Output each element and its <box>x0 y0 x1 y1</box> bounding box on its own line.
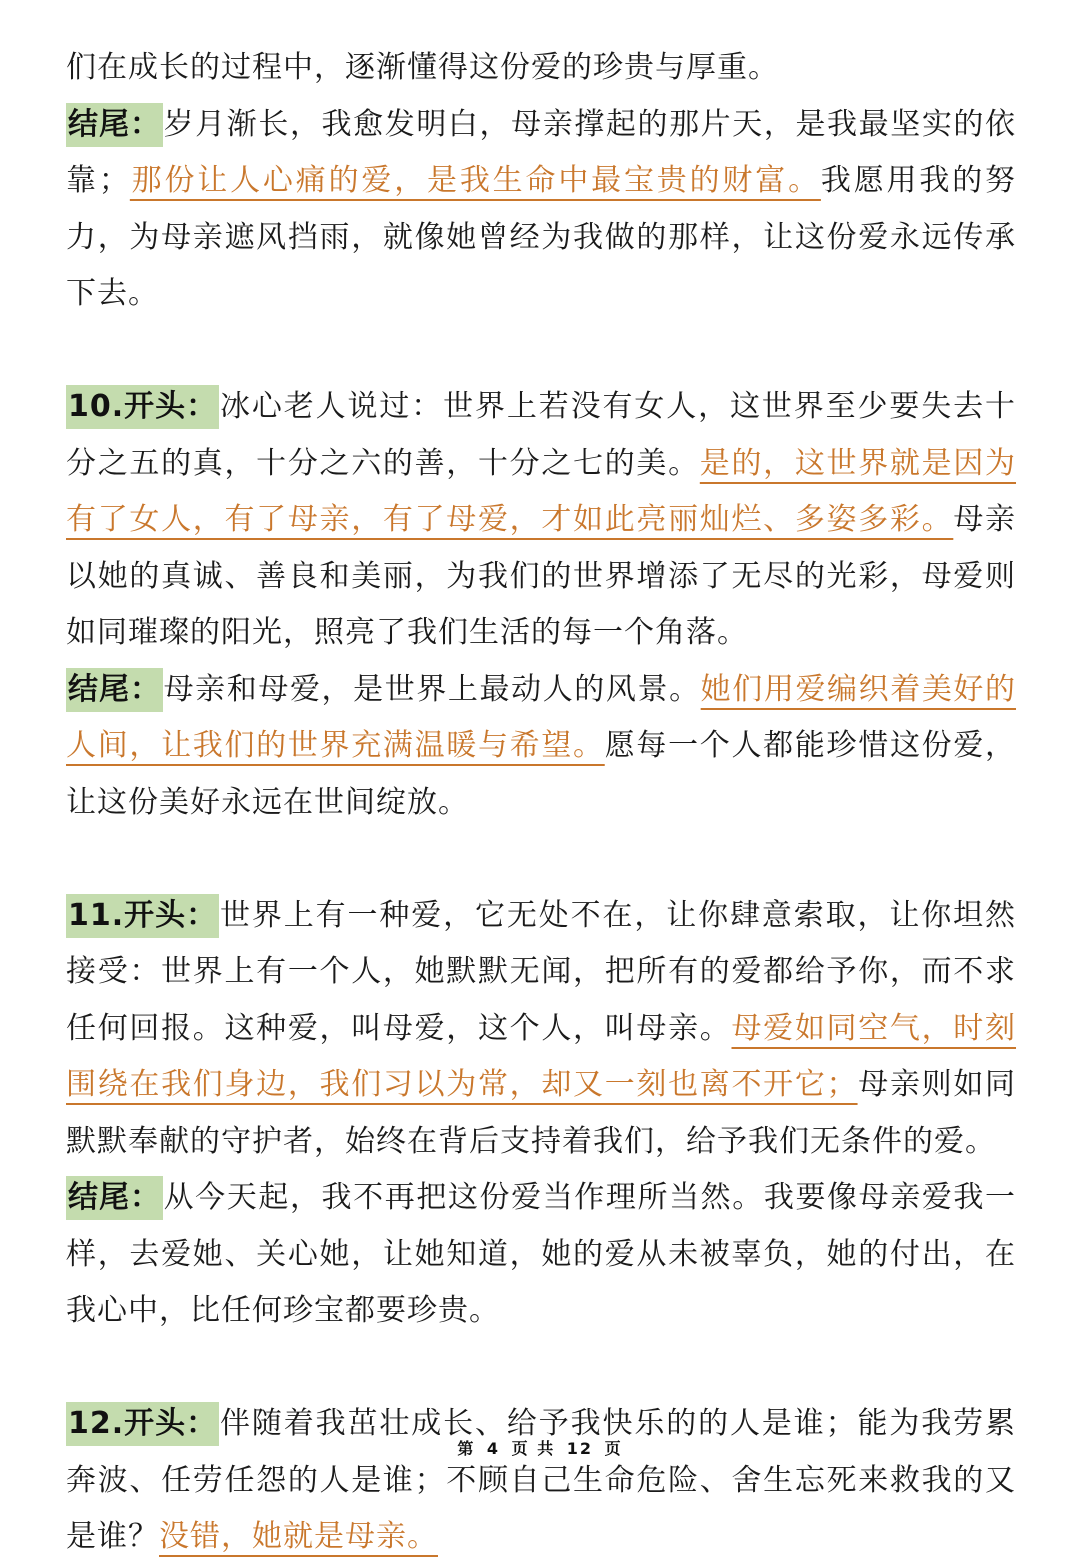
body-text: 母亲和母爱，是世界上最动人的风景。 <box>163 671 701 707</box>
body-text: 从今天起，我不再把这份爱当作理所当然。我要像母亲爱我一样，去爱她、关心她，让她知道，她的爱从未被辜负，她的付出，在我心中，比任何珍宝都要珍贵。 <box>66 1180 1016 1328</box>
section-label-tag: 结尾： <box>66 1176 163 1220</box>
highlighted-sentence: 那份让人心痛的爱，是我生命中最宝贵的财富。 <box>129 163 821 198</box>
footer-suffix: 页 <box>604 1439 623 1458</box>
paragraph <box>66 662 1016 832</box>
body-text: 我愿用我的努力，为母亲遮风挡雨，就像她曾经为我做的那样，让这份爱永远传承下去。 <box>66 163 1017 311</box>
section-label-tag: 12.开头： <box>66 1402 219 1446</box>
body-text: 伴随着我茁壮成长、给予我快乐的的人是谁；能为我劳累奔波、任劳任怨的人是谁；不顾自己生命危险、舍生忘死来救我的又是谁？ <box>66 1406 1016 1554</box>
paragraph <box>66 379 1016 662</box>
section-label-tag: 10.开头： <box>66 385 219 429</box>
paragraph <box>66 888 1016 1171</box>
body-text: 们在成长的过程中，逐渐懂得这份爱的珍贵与厚重。 <box>66 50 779 85</box>
section-label-tag: 结尾： <box>66 103 163 147</box>
paragraph <box>66 40 1016 97</box>
footer-total-pages: 12 <box>566 1439 594 1458</box>
body-text: 冰心老人说过：世界上若没有女人，这世界至少要失去十分之五的真，十分之六的善，十分之七的美。 <box>66 389 1016 481</box>
footer-prefix: 第 <box>457 1439 476 1458</box>
highlighted-sentence: 是的，这世界就是因为有了女人，有了母亲，有了母爱，才如此亮丽灿烂、多姿多彩。 <box>66 445 1017 537</box>
body-text: 世界上有一种爱，它无处不在，让你肆意索取，让你坦然接受：世界上有一个人，她默默无闻，把所有的爱都给予你，而不求任何回报。这种爱，叫母爱，这个人，叫母亲。 <box>66 897 1016 1046</box>
paragraph <box>66 97 1016 323</box>
body-text: 母亲则如同默默奉献的守护者，始终在背后支持着我们，给予我们无条件的爱。 <box>66 1067 1017 1159</box>
body-text: 岁月渐长，我愈发明白，母亲撑起的那片天，是我最坚实的依靠； <box>66 106 1016 198</box>
paragraph <box>66 1396 1016 1566</box>
page-footer <box>0 1436 1080 1459</box>
highlighted-sentence: 她们用爱编织着美好的人间，让我们的世界充满温暖与希望。 <box>66 671 1017 763</box>
footer-middle: 页 共 <box>511 1439 556 1458</box>
document-body <box>66 40 1016 1566</box>
paragraph <box>66 1170 1016 1340</box>
section-spacer <box>66 831 1016 888</box>
body-text: 母亲以她的真诚、善良和美丽，为我们的世界增添了无尽的光彩，母爱则如同璀璨的阳光，照亮了我们生活的每一个角落。 <box>66 502 1017 650</box>
section-spacer <box>66 1340 1016 1397</box>
body-text: 愿每一个人都能珍惜这份爱，让这份美好永远在世间绽放。 <box>66 728 1017 820</box>
section-label-tag: 11.开头： <box>66 894 219 938</box>
highlighted-sentence: 没错，她就是母亲。 <box>159 1519 438 1554</box>
footer-page-number: 4 <box>486 1439 501 1458</box>
section-spacer <box>66 323 1016 380</box>
highlighted-sentence: 母爱如同空气，时刻围绕在我们身边，我们习以为常，却又一刻也离不开它； <box>66 1010 1017 1102</box>
section-label-tag: 结尾： <box>66 668 163 712</box>
